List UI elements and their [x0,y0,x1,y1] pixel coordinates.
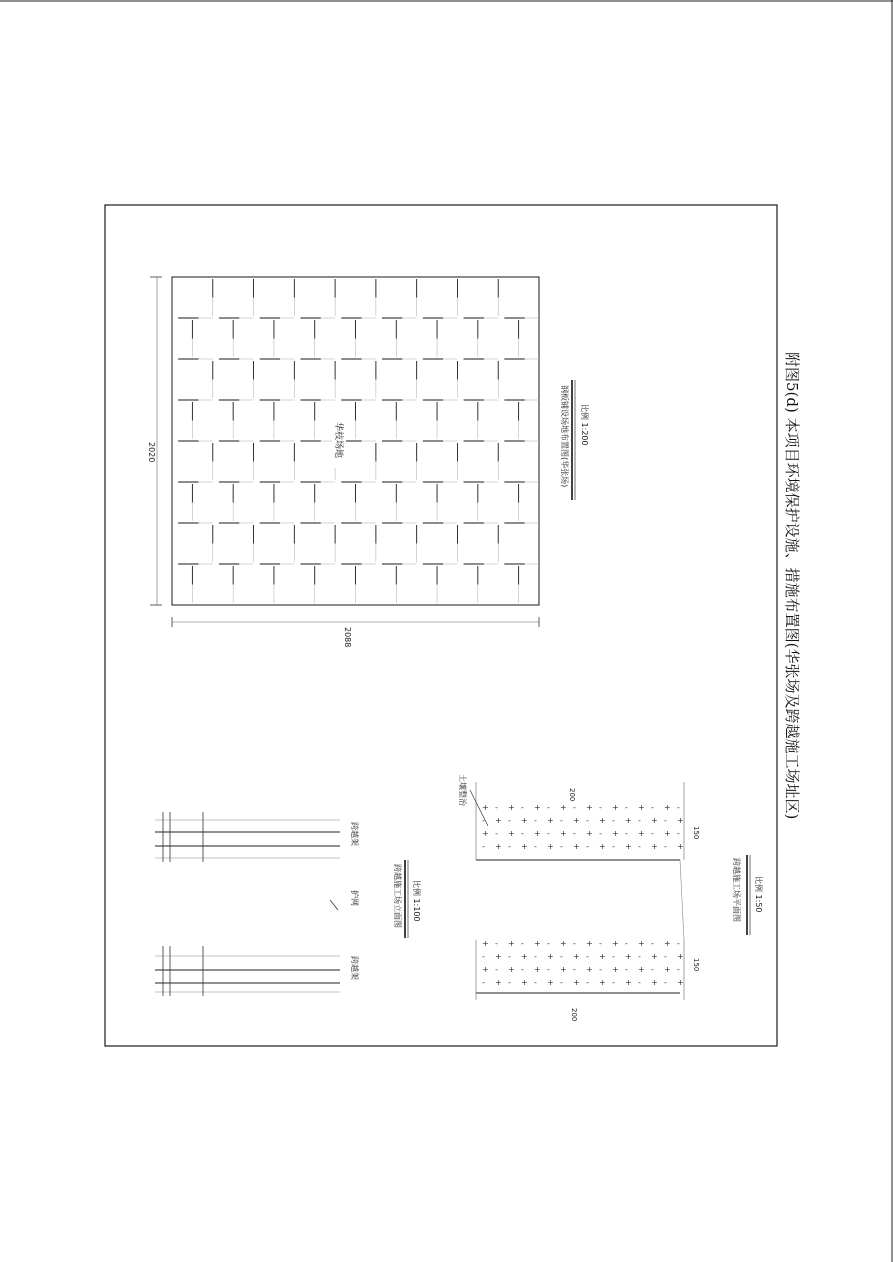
section-hatch-mark: - [547,939,550,948]
section-hatch-mark: - [599,965,602,974]
section-hatch-mark: + [638,803,645,812]
drawing-border [105,205,777,1046]
section-hatch-mark: + [534,965,541,974]
section-hatch-mark: - [534,816,537,825]
section-hatch-mark: - [508,978,511,987]
section-hatch-mark: + [625,952,632,961]
section-hatch-mark: + [599,952,606,961]
section-hatch-mark: + [495,842,502,851]
section-hatch-mark: + [586,939,593,948]
section-hatch-mark: + [547,842,554,851]
plan-title: 钢板铺设场地布置图(华张场) [560,385,569,488]
section-hatch-mark: + [521,978,528,987]
section-view [458,774,764,1021]
section-dim-lower: 200 [570,1008,578,1022]
section-hatch-mark: - [599,803,602,812]
section-hatch-mark: - [586,816,589,825]
section-hatch-mark: + [495,816,502,825]
elevation-title: 跨越施工场立面图 [393,864,402,928]
section-hatch-mark: - [677,939,680,948]
section-hatch-mark: + [586,829,593,838]
section-hatch-mark: + [612,803,619,812]
section-hatch-mark: + [677,978,684,987]
section-hatch-mark: - [547,965,550,974]
section-hatch-mark: - [495,965,498,974]
section-hatch-mark: - [573,803,576,812]
section-hatch-mark: + [677,952,684,961]
section-hatch-mark: - [612,952,615,961]
section-hatch-mark: - [482,842,485,851]
section-hatch-mark: - [612,816,615,825]
section-hatch-mark: - [651,939,654,948]
section-hatch-mark: + [612,965,619,974]
section-hatch-mark: - [586,978,589,987]
section-hatch-mark: + [599,842,606,851]
section-hatch-mark: + [625,978,632,987]
section-hatch-mark: - [625,803,628,812]
section-hatch-mark: + [508,803,515,812]
section-hatch-mark: + [547,978,554,987]
section-hatch-mark: + [560,939,567,948]
section-hatch-mark: - [664,978,667,987]
section-hatch-mark: - [625,939,628,948]
section-hatch-mark: - [599,829,602,838]
section-hatch-mark: - [599,939,602,948]
section-marks-lower [482,939,684,987]
section-hatch-mark: + [599,978,606,987]
sheet-caption: 附图5(d) 本项目环境保护设施、措施布置图(华张场及跨越施工场址区) [783,352,801,820]
section-hatch-mark: + [664,829,671,838]
section-hatch-mark: - [560,952,563,961]
section-title: 跨越施工场平面图 [732,858,741,922]
section-hatch-mark: + [638,829,645,838]
section-hatch-mark: - [638,952,641,961]
section-hatch-mark: - [482,816,485,825]
section-hatch-mark: - [534,978,537,987]
section-hatch-mark: + [677,816,684,825]
section-hatch-mark: - [482,978,485,987]
section-hatch-mark: - [586,842,589,851]
section-hatch-mark: + [560,803,567,812]
section-dim-right-lower: 150 [692,958,700,972]
section-hatch-mark: - [495,829,498,838]
section-hatch-mark: - [651,803,654,812]
section-hatch-mark: + [482,965,489,974]
section-hatch-mark: - [573,829,576,838]
plan-dim-top: 2020 [147,442,156,463]
section-hatch-mark: + [612,829,619,838]
section-hatch-mark: + [560,965,567,974]
section-hatch-mark: - [677,803,680,812]
section-hatch-mark: + [586,965,593,974]
section-hatch-mark: + [534,829,541,838]
section-hatch-mark: - [508,816,511,825]
section-hatch-mark: + [482,803,489,812]
section-hatch-mark: - [612,978,615,987]
section-hatch-mark: - [573,939,576,948]
section-hatch-mark: + [625,816,632,825]
elevation-label-left: 跨越架 [350,956,359,980]
section-hatch-mark: + [521,952,528,961]
plan-center-label: 华枝场地 [333,422,343,459]
section-top-label: 土壤整治 [458,774,467,806]
section-hatch-mark: + [573,842,580,851]
section-hatch-mark: - [664,842,667,851]
plan-dim-side: 2088 [343,627,352,648]
section-hatch-mark: + [482,939,489,948]
section-hatch-mark: - [573,965,576,974]
section-hatch-mark: - [521,829,524,838]
section-hatch-mark: + [521,842,528,851]
section-hatch-mark: + [521,816,528,825]
section-hatch-mark: - [638,842,641,851]
section-hatch-mark: - [560,816,563,825]
section-hatch-mark: - [521,965,524,974]
section-hatch-mark: + [638,965,645,974]
section-hatch-mark: - [638,816,641,825]
section-hatch-mark: + [664,965,671,974]
section-dim-right-upper: 150 [692,826,700,840]
section-hatch-mark: + [508,965,515,974]
section-hatch-mark: - [534,842,537,851]
section-hatch-mark: + [495,952,502,961]
section-hatch-mark: - [651,829,654,838]
elevation-label-right: 跨越架 [350,822,359,846]
section-marks-upper [482,803,684,851]
plan-grid [178,279,539,603]
section-hatch-mark: - [677,965,680,974]
section-hatch-mark: - [495,939,498,948]
section-hatch-mark: + [677,842,684,851]
section-hatch-mark: + [651,952,658,961]
section-hatch-mark: - [521,803,524,812]
section-hatch-mark: - [547,829,550,838]
section-hatch-mark: + [508,829,515,838]
section-hatch-mark: + [534,803,541,812]
plan-view [147,277,590,647]
plan-scale: 比例 1:200 [580,404,589,446]
section-hatch-mark: - [677,829,680,838]
section-hatch-mark: - [482,952,485,961]
section-hatch-mark: + [664,939,671,948]
section-hatch-mark: + [651,842,658,851]
elevation-scale: 比例 1:100 [412,880,421,922]
section-hatch-mark: - [586,952,589,961]
section-hatch-mark: + [638,939,645,948]
section-hatch-mark: - [534,952,537,961]
section-hatch-mark: - [651,965,654,974]
section-dim-upper: 200 [568,788,576,802]
section-hatch-mark: - [495,803,498,812]
section-hatch-mark: - [664,816,667,825]
section-hatch-mark: + [664,803,671,812]
section-hatch-mark: + [573,952,580,961]
section-hatch-mark: - [625,965,628,974]
section-hatch-mark: + [586,803,593,812]
section-hatch-mark: + [612,939,619,948]
elevation-label-mid: 护网 [350,890,359,906]
section-hatch-mark: + [495,978,502,987]
section-hatch-mark: - [625,829,628,838]
section-hatch-mark: + [573,816,580,825]
section-hatch-mark: + [599,816,606,825]
section-hatch-mark: + [534,939,541,948]
section-hatch-mark: + [547,952,554,961]
section-hatch-mark: - [521,939,524,948]
section-hatch-mark: + [560,829,567,838]
section-hatch-mark: - [560,978,563,987]
section-hatch-mark: + [508,939,515,948]
section-hatch-mark: - [508,952,511,961]
section-scale: 比例 1:50 [754,876,763,913]
section-hatch-mark: + [573,978,580,987]
section-hatch-mark: + [547,816,554,825]
section-hatch-mark: + [651,816,658,825]
section-hatch-mark: + [625,842,632,851]
section-hatch-mark: - [638,978,641,987]
section-hatch-mark: - [560,842,563,851]
section-hatch-mark: - [612,842,615,851]
section-hatch-mark: + [482,829,489,838]
elevation-view [155,812,422,996]
section-hatch-mark: + [651,978,658,987]
section-hatch-mark: - [547,803,550,812]
section-hatch-mark: - [508,842,511,851]
section-hatch-mark: - [664,952,667,961]
